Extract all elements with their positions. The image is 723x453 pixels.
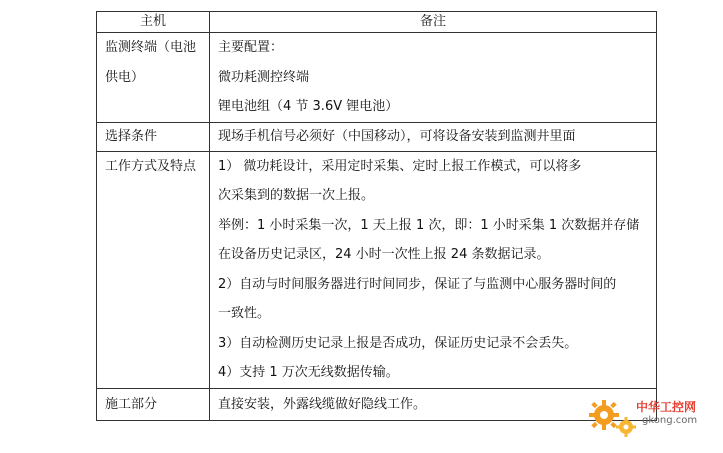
row-note-working-mode xyxy=(210,151,657,388)
note-line: 在设备历史记录区，24 小时一次性上报 24 条数据记录。 xyxy=(218,247,550,262)
table-header-row xyxy=(97,12,657,33)
row-note-monitor-terminal xyxy=(210,33,657,123)
note-line: 举例：1 小时采集一次，1 天上报 1 次，即：1 小时采集 1 次数据并存储 xyxy=(218,217,640,233)
note-line: 3）自动检测历史记录上报是否成功，保证历史记录不会丢失。 xyxy=(218,335,578,351)
header-notes: 备注 xyxy=(210,12,657,33)
spec-table xyxy=(96,11,657,421)
table-row xyxy=(97,151,657,388)
table-row xyxy=(97,122,657,151)
row-label-construction: 施工部分 xyxy=(97,388,210,420)
label-line: 工作方式及特点 xyxy=(105,158,197,174)
label-line: 供电） xyxy=(105,69,145,85)
note-line: 2）自动与时间服务器进行时间同步，保证了与监测中心服务器时间的 xyxy=(218,276,617,292)
note-line: 1） 微功耗设计，采用定时采集、定时上报工作模式，可以将多 xyxy=(218,158,582,174)
row-label-monitor-terminal xyxy=(97,33,210,123)
watermark-logo xyxy=(586,395,716,443)
table-row xyxy=(97,388,657,420)
row-note-conditions: 现场手机信号必须好（中国移动），可将设备安装到监测井里面 xyxy=(210,122,657,151)
note-line: 一致性。 xyxy=(218,306,271,321)
note-line: 4）支持 1 万次无线数据传输。 xyxy=(218,365,399,380)
note-line: 主要配置： xyxy=(218,40,284,55)
note-line: 次采集到的数据一次上报。 xyxy=(218,188,375,203)
note-line: 微功耗测控终端 xyxy=(218,69,310,85)
label-line: 监测终端（电池 xyxy=(105,40,197,55)
watermark-site-name: 中华工控网 xyxy=(636,400,697,414)
row-note-construction: 直接安装，外露线缆做好隐线工作。 xyxy=(210,388,657,420)
watermark-url: gkong.com xyxy=(642,415,698,426)
row-label-working-mode xyxy=(97,151,210,388)
table-row xyxy=(97,33,657,123)
header-host: 主机 xyxy=(97,12,210,33)
note-line: 锂电池组（4 节 3.6V 锂电池） xyxy=(218,99,399,114)
row-label-conditions: 选择条件 xyxy=(97,122,210,151)
